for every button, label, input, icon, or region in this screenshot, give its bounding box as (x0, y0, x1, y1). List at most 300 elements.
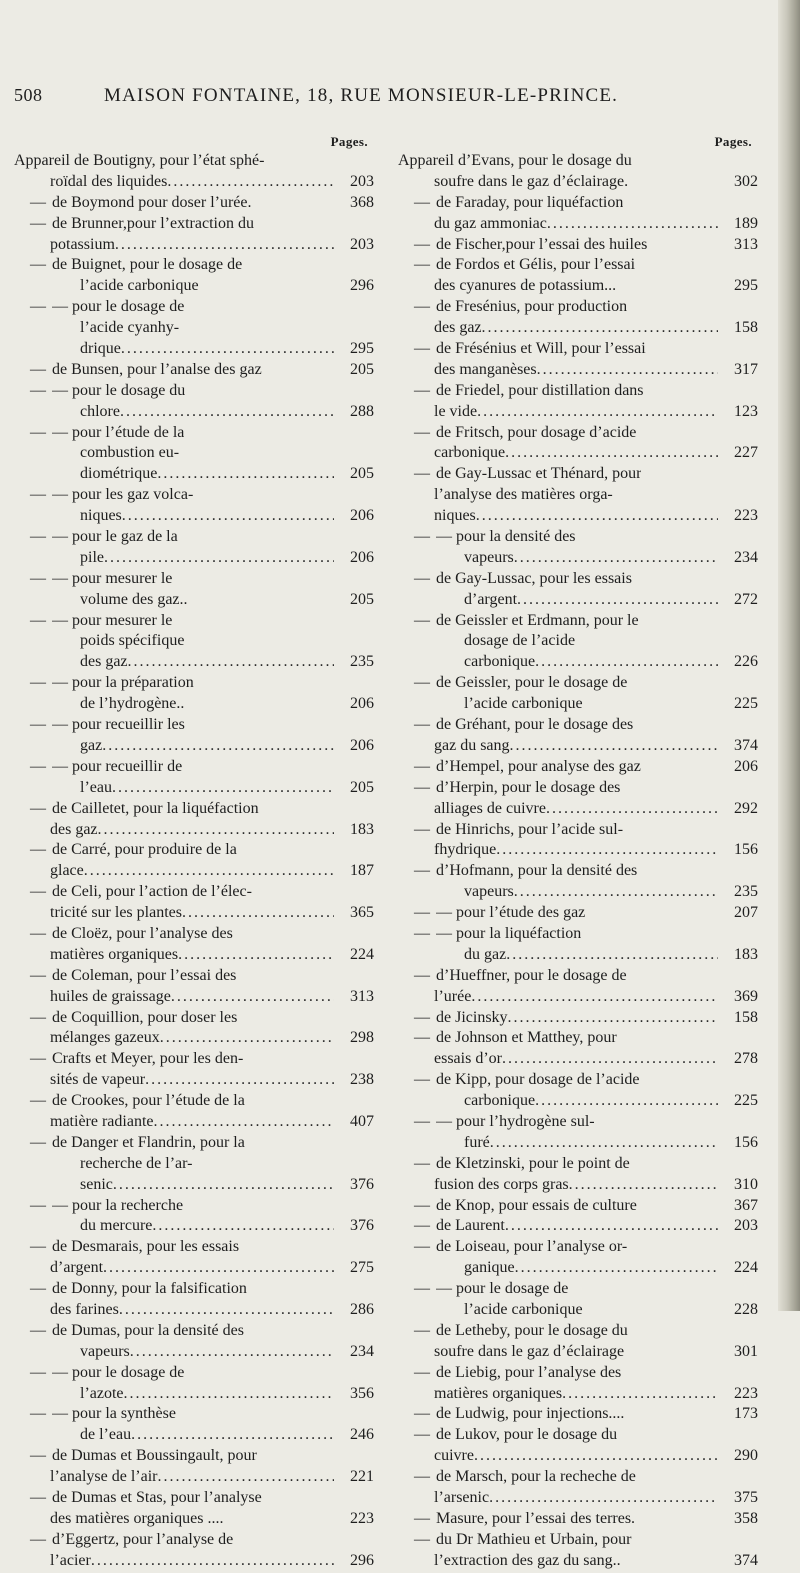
entry-text: d’Hueffner, pour le dosage de (436, 966, 627, 984)
dot-leader (506, 946, 718, 964)
index-line (398, 1405, 758, 1426)
index-line (14, 1489, 374, 1510)
ditto-dash: — (30, 799, 46, 817)
index-line (14, 194, 374, 215)
ditto-dash: — (414, 1363, 430, 1381)
index-line (398, 1134, 758, 1155)
entry-text: d’argent (50, 1259, 104, 1277)
entry-text: de Liebig, pour l’analyse des (436, 1363, 622, 1381)
entry-text: soufre dans le gaz d’éclairage (434, 1342, 625, 1360)
index-line (398, 1176, 758, 1197)
index-line (398, 904, 758, 925)
entry-text: Masure, pour l’essai des terres. (436, 1509, 636, 1527)
entry-text: de Fritsch, pour dosage d’acide (436, 423, 637, 441)
index-line (14, 841, 374, 862)
index-line (398, 925, 758, 946)
dot-leader (122, 507, 334, 525)
page-reference: 223 (350, 1509, 374, 1527)
index-column-right (398, 134, 758, 1573)
index-line (398, 507, 758, 528)
dot-leader (537, 361, 718, 379)
index-line (14, 465, 374, 486)
entry-text: fusion des corps gras (434, 1175, 569, 1193)
index-line (398, 779, 758, 800)
ditto-dash: — (414, 1217, 430, 1235)
index-line (14, 1029, 374, 1050)
index-line (398, 862, 758, 883)
index-line (398, 716, 758, 737)
ditto-dash: — (30, 1447, 46, 1465)
dot-leader (112, 779, 334, 797)
index-line (14, 361, 374, 382)
index-line (398, 215, 758, 236)
entry-text: potassium (50, 235, 115, 253)
index-line (14, 591, 374, 612)
dot-leader (131, 1426, 334, 1444)
ditto-dash: — (30, 1196, 46, 1214)
entry-text: d’Herpin, pour le dosage des (436, 778, 621, 796)
page-reference: 227 (734, 444, 758, 462)
entry-text: de Carré, pour produire de la (52, 841, 237, 859)
entry-text: vapeurs (80, 1342, 130, 1360)
page-reference: 206 (350, 507, 374, 525)
entry-text: du gaz ammoniac (434, 214, 547, 232)
entry-text: de Johnson et Matthey, pour (436, 1029, 617, 1047)
entry-text: carbonique (464, 1092, 536, 1110)
index-line (14, 570, 374, 591)
dot-leader (569, 1176, 718, 1194)
ditto-dash: — (30, 924, 46, 942)
index-line (14, 1426, 374, 1447)
ditto-dash: — (30, 1008, 46, 1026)
dot-leader (489, 1489, 718, 1507)
entry-text: de Jicinsky (436, 1008, 508, 1026)
entry-text: des gaz (80, 653, 128, 671)
ditto-dash: — (30, 966, 46, 984)
entry-text: de Coquillion, pour doser les (52, 1008, 238, 1026)
entry-text: de Fischer,pour l’essai des huiles (436, 235, 648, 253)
index-line (14, 1405, 374, 1426)
index-line (14, 1134, 374, 1155)
entry-text: de Coleman, pour l’essai des (52, 966, 237, 984)
entry-text: de Ludwig, pour injections.... (436, 1405, 625, 1423)
index-line (14, 1385, 374, 1406)
page-reference: 123 (734, 402, 758, 420)
page-reference: 225 (734, 1092, 758, 1110)
index-line (14, 1343, 374, 1364)
ditto-dash: — (414, 1280, 430, 1298)
entry-text: — pour les gaz volca- (52, 486, 194, 504)
index-line (14, 528, 374, 549)
entry-list (14, 152, 374, 1573)
ditto-dash: — (414, 1154, 430, 1172)
index-line (398, 674, 758, 695)
ditto-dash: — (414, 1029, 430, 1047)
ditto-dash: — (30, 1530, 46, 1548)
page-reference: 298 (350, 1029, 374, 1047)
page-reference: 365 (350, 904, 374, 922)
dot-leader (115, 236, 334, 254)
page-reference: 358 (734, 1509, 758, 1527)
pages-heading (398, 134, 758, 152)
entry-text: vapeurs (464, 548, 514, 566)
ditto-dash: — (414, 966, 430, 984)
page-reference: 296 (350, 1551, 374, 1569)
entry-text: — pour le dosage du (52, 381, 186, 399)
index-line (398, 319, 758, 340)
page-reference: 275 (350, 1259, 374, 1277)
index-line (14, 1092, 374, 1113)
entry-text: de Friedel, pour distillation dans (436, 381, 644, 399)
page-reference: 226 (734, 653, 758, 671)
index-line (14, 1071, 374, 1092)
page-reference: 203 (734, 1217, 758, 1235)
dot-leader (490, 1134, 718, 1152)
page-reference: 207 (734, 904, 758, 922)
entry-text: carbonique (464, 653, 536, 671)
dot-leader (124, 1385, 334, 1403)
ditto-dash: — (414, 1405, 430, 1423)
ditto-dash: — (414, 1071, 430, 1089)
dot-leader (514, 549, 718, 567)
entry-text: matières organiques (50, 945, 179, 963)
index-line (14, 695, 374, 716)
index-line (398, 1029, 758, 1050)
entry-text: des cyanures de potassium... (434, 277, 617, 295)
page-reference: 189 (734, 214, 758, 232)
ditto-dash: — (30, 716, 46, 734)
index-line (398, 549, 758, 570)
dot-leader (98, 821, 334, 839)
entry-text: de Fresénius, pour production (436, 298, 628, 316)
index-line (398, 1426, 758, 1447)
entry-text: — pour le dosage de (436, 1280, 569, 1298)
entry-text: — pour la synthèse (52, 1405, 176, 1423)
index-line (398, 1301, 758, 1322)
index-line (398, 591, 758, 612)
entry-text: des farines (50, 1300, 119, 1318)
index-line (14, 424, 374, 445)
ditto-dash: — (414, 1196, 430, 1214)
index-line (14, 1301, 374, 1322)
ditto-dash: — (414, 674, 430, 692)
dot-leader (157, 465, 334, 483)
index-line (14, 988, 374, 1009)
index-line (14, 967, 374, 988)
page-reference: 225 (734, 695, 758, 713)
index-line (398, 382, 758, 403)
entry-text: des manganèses (434, 360, 537, 378)
page-reference: 158 (734, 319, 758, 337)
entry-text: de Kipp, pour dosage de l’acide (436, 1071, 640, 1089)
page-reference: 205 (350, 778, 374, 796)
entry-text: l’arsenic (434, 1489, 490, 1506)
ditto-dash: — (414, 924, 430, 942)
ditto-dash: — (30, 883, 46, 901)
ditto-dash: — (414, 298, 430, 316)
entry-text: l’acide carbonique (80, 277, 199, 295)
entry-text: dosage de l’acide (464, 632, 576, 650)
entry-text: de Dumas et Stas, pour l’analyse (52, 1489, 262, 1506)
ditto-dash: — (30, 569, 46, 587)
page-reference: 173 (734, 1405, 758, 1423)
running-head (14, 85, 759, 111)
ditto-dash: — (30, 841, 46, 859)
index-line (14, 1197, 374, 1218)
page-reference: 206 (350, 548, 374, 566)
entry-text: — pour le dosage de (52, 298, 185, 316)
ditto-dash: — (414, 1008, 430, 1026)
ditto-dash: — (414, 193, 430, 211)
entry-text: sités de vapeur (50, 1071, 146, 1089)
index-line (398, 1385, 758, 1406)
entry-text: gaz du sang (434, 736, 510, 754)
ditto-dash: — (30, 256, 46, 274)
index-line (14, 173, 374, 194)
index-line (14, 758, 374, 779)
ditto-dash: — (414, 1509, 430, 1527)
entry-text: senic (80, 1175, 113, 1193)
index-line (14, 486, 374, 507)
page-reference: 228 (734, 1300, 758, 1318)
entry-text: volume des gaz.. (80, 590, 188, 608)
ditto-dash: — (30, 1489, 46, 1506)
entry-text: de Boymond pour doser l’urée. (52, 193, 252, 211)
ditto-dash: — (414, 423, 430, 441)
entry-text: niques (434, 507, 476, 525)
entry-text: essais d’or (434, 1050, 502, 1068)
entry-text: de l’hydrogène.. (80, 695, 185, 713)
page-reference: 156 (734, 841, 758, 859)
index-line (14, 298, 374, 319)
entry-text: d’Hempel, pour analyse des gaz (436, 757, 641, 775)
entry-text: alliages de cuivre (434, 799, 546, 817)
dot-leader (145, 1071, 334, 1089)
index-line (398, 1071, 758, 1092)
index-line (398, 277, 758, 298)
index-line (14, 862, 374, 883)
dot-leader (154, 1113, 335, 1131)
page-reference: 223 (734, 507, 758, 525)
entry-text: — pour la recherche (52, 1196, 184, 1214)
index-line (398, 1280, 758, 1301)
index-line (398, 758, 758, 779)
page-reference: 407 (350, 1112, 374, 1130)
ditto-dash: — (414, 904, 430, 922)
ditto-dash: — (414, 1426, 430, 1444)
entry-text: de Gay-Lussac, pour les essais (436, 569, 632, 587)
page-reference: 295 (350, 340, 374, 358)
entry-text: d’Eggertz, pour l’analyse de (52, 1530, 234, 1548)
index-line (398, 988, 758, 1009)
index-line (398, 1489, 758, 1510)
entry-text: poids spécifique (80, 632, 185, 650)
page-header-title: MAISON FONTAINE, 18, RUE MONSIEUR-LE-PRINCE. (104, 85, 619, 106)
page-reference: 272 (734, 590, 758, 608)
entry-text: l’eau (80, 778, 112, 796)
dot-leader (103, 1259, 334, 1277)
entry-text: de Lukov, pour le dosage du (436, 1426, 618, 1444)
page-reference: 224 (734, 1259, 758, 1277)
index-line (398, 1510, 758, 1531)
entry-text: de Letheby, pour le dosage du (436, 1321, 628, 1339)
entry-text: de Gréhant, pour le dosage des (436, 716, 634, 734)
entry-text: vapeurs (464, 883, 514, 901)
index-line (14, 1531, 374, 1552)
index-line (398, 1092, 758, 1113)
ditto-dash: — (414, 1321, 430, 1339)
page-reference: 206 (734, 757, 758, 775)
ditto-dash: — (414, 1530, 430, 1548)
entry-text: de Frésénius et Will, pour l’essai (436, 340, 646, 358)
index-line (14, 1217, 374, 1238)
dot-leader (502, 1050, 718, 1068)
entry-text: du Dr Mathieu et Urbain, pour (436, 1530, 632, 1548)
index-line (398, 465, 758, 486)
entry-text: de Marsch, pour la recheche de (436, 1468, 636, 1486)
index-line (14, 779, 374, 800)
dot-leader (508, 1009, 718, 1027)
page-reference: 234 (734, 548, 758, 566)
index-line (14, 1447, 374, 1468)
entry-text: mélanges gazeux (50, 1029, 160, 1047)
entry-text: l’acide carbonique (464, 1300, 583, 1318)
entry-text: — pour mesurer le (52, 611, 173, 629)
ditto-dash: — (30, 193, 46, 211)
ditto-dash: — (30, 757, 46, 775)
ditto-dash: — (414, 256, 430, 274)
ditto-dash: — (414, 569, 430, 587)
entry-text: l’acide cyanhy- (80, 319, 180, 337)
ditto-dash: — (414, 820, 430, 838)
ditto-dash: — (414, 235, 430, 253)
entry-text: de Dumas, pour la densité des (52, 1321, 244, 1339)
dot-leader (476, 507, 718, 525)
entry-text: de Fordos et Gélis, pour l’essai (436, 256, 636, 274)
ditto-dash: — (414, 465, 430, 483)
dot-leader (482, 319, 718, 337)
index-line (14, 1510, 374, 1531)
dot-leader (178, 946, 334, 964)
index-line (14, 1322, 374, 1343)
entry-text: des gaz (434, 319, 482, 337)
entry-text: — pour le gaz de la (52, 528, 178, 546)
page-reference: 290 (734, 1447, 758, 1465)
index-line (398, 1155, 758, 1176)
index-line (398, 1322, 758, 1343)
dot-leader (517, 591, 718, 609)
page-reference: 183 (734, 945, 758, 963)
page-reference: 238 (350, 1071, 374, 1089)
index-line (398, 194, 758, 215)
entry-text: cuivre (434, 1447, 474, 1465)
index-line (14, 1050, 374, 1071)
page-reference: 224 (350, 945, 374, 963)
index-line (398, 424, 758, 445)
ditto-dash: — (30, 1280, 46, 1298)
page-reference: 205 (350, 590, 374, 608)
entry-text: d’argent (464, 590, 518, 608)
dot-leader (171, 988, 334, 1006)
entry-text: combustion eu- (80, 444, 180, 462)
ditto-dash: — (414, 528, 430, 546)
page-reference: 205 (350, 465, 374, 483)
entry-text: de Brunner,pour l’extraction du (52, 214, 254, 232)
dot-leader (167, 173, 334, 191)
entry-text: gaz (80, 736, 103, 754)
index-line (14, 737, 374, 758)
ditto-dash: — (414, 757, 430, 775)
index-line (398, 1238, 758, 1259)
entry-text: l’extraction des gaz du sang.. (434, 1551, 621, 1569)
ditto-dash: — (414, 716, 430, 734)
entry-text: de Crookes, pour l’étude de la (52, 1092, 245, 1110)
page-reference: 310 (734, 1175, 758, 1193)
page-reference: 356 (350, 1384, 374, 1402)
dot-leader (130, 1343, 334, 1361)
page-reference: 234 (350, 1342, 374, 1360)
page-reference: 235 (350, 653, 374, 671)
entry-text: — pour l’étude de la (52, 423, 185, 441)
entry-text: — pour recueillir les (52, 716, 185, 734)
index-line (398, 1050, 758, 1071)
dot-leader (514, 883, 718, 901)
index-line (14, 946, 374, 967)
index-line (14, 612, 374, 633)
entry-text: — pour le dosage de (52, 1363, 185, 1381)
index-line (398, 612, 758, 633)
page-reference: 187 (350, 862, 374, 880)
index-line (398, 236, 758, 257)
page-reference: 235 (734, 883, 758, 901)
ditto-dash: — (30, 1363, 46, 1381)
index-line (398, 632, 758, 653)
entry-text: diométrique (80, 465, 158, 483)
index-line (14, 1238, 374, 1259)
index-line (398, 737, 758, 758)
index-line (14, 1009, 374, 1030)
dot-leader (547, 215, 718, 233)
page-reference: 367 (734, 1196, 758, 1214)
index-line (14, 277, 374, 298)
ditto-dash: — (30, 611, 46, 629)
index-line (14, 236, 374, 257)
entry-text: roïdal des liquides (50, 172, 168, 190)
page-reference: 203 (350, 235, 374, 253)
page-reference: 376 (350, 1217, 374, 1235)
pages-label: Pages. (714, 134, 752, 149)
index-line (398, 1009, 758, 1030)
entry-text: de Kletzinski, pour le point de (436, 1154, 630, 1172)
entry-text: de Loiseau, pour l’analyse or- (436, 1238, 628, 1256)
entry-text: matière radiante (50, 1112, 154, 1130)
index-line (398, 361, 758, 382)
index-line (398, 444, 758, 465)
index-line (14, 507, 374, 528)
index-line (398, 340, 758, 361)
entry-text: — pour l’étude des gaz (436, 904, 586, 922)
pages-heading (14, 134, 374, 152)
index-line (14, 1468, 374, 1489)
entry-text: l’acide carbonique (464, 695, 583, 713)
entry-text: du mercure (80, 1217, 153, 1235)
entry-text: de Desmarais, pour les essais (52, 1238, 240, 1256)
pages-label: Pages. (330, 134, 368, 149)
index-line (398, 486, 758, 507)
entry-text: de Knop, pour essais de culture (436, 1196, 637, 1214)
entry-text: de Buignet, pour le dosage de (52, 256, 243, 274)
entry-text: des gaz (50, 820, 98, 838)
